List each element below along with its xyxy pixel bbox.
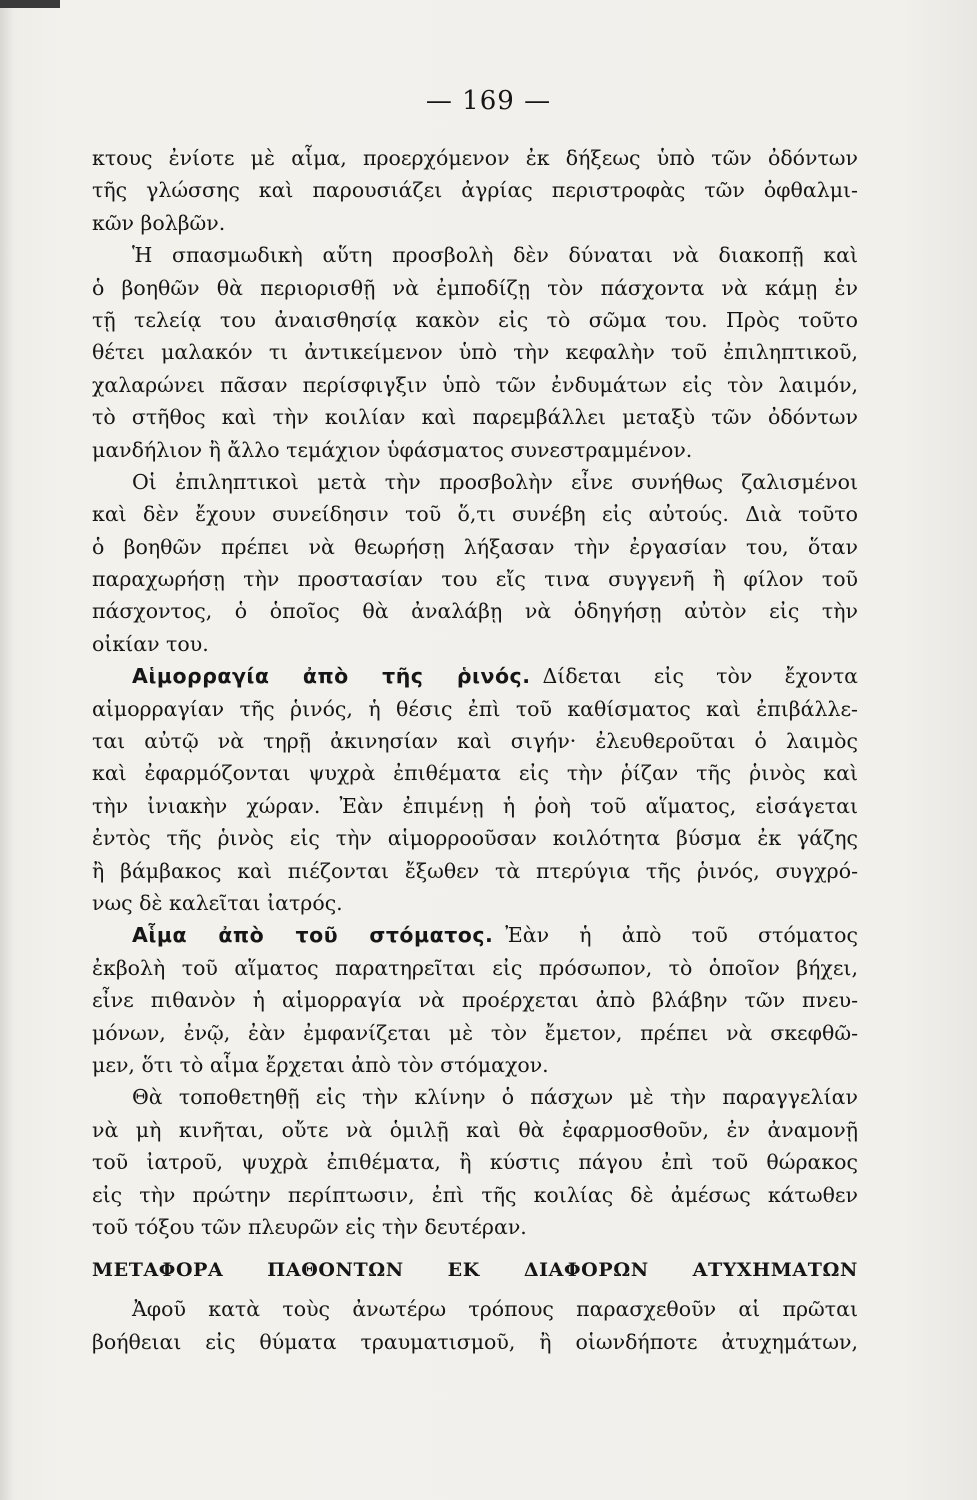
text-line: εἶνε πιθανὸν ἡ αἱμορραγία νὰ προέρχεται ἀπὸ βλάβην τῶν πνευ-: [92, 988, 858, 1013]
text-line: ὁ βοηθῶν θὰ περιορισθῇ νὰ ἐμποδίζῃ τὸν πάσχοντα νὰ κάμῃ ἐν: [92, 275, 858, 300]
text-line: μόνων, ἐνῷ, ἐὰν ἐμφανίζεται μὲ τὸν ἔμετον, πρέπει νὰ σκεφθῶ-: [92, 1020, 858, 1045]
text-line: εἰς τὴν πρώτην περίπτωσιν, ἐπὶ τῆς κοιλίας δὲ ἀμέσως κάτωθεν: [92, 1182, 858, 1207]
section-first-line: [92, 919, 858, 951]
text-line: τὴν ἰνιακὴν χώραν. Ἐὰν ἐπιμένῃ ἡ ῥοὴ τοῦ αἵματος, εἰσάγεται: [92, 793, 858, 818]
text-line: ἐκβολὴ τοῦ αἵματος παρατηρεῖται εἰς πρόσωπον, τὸ ὁποῖον βήχει,: [92, 955, 858, 980]
text-line: τὸ στῆθος καὶ τὴν κοιλίαν καὶ παρεμβάλλει μεταξὺ τῶν ὀδόντων: [92, 405, 858, 430]
text-line: μεν, ὅτι τὸ αἷμα ἔρχεται ἀπὸ τὸν στόμαχον.: [92, 1052, 549, 1077]
text-line: παραχωρήσῃ τὴν προστασίαν του εἴς τινα συγγενῆ ἢ φίλον τοῦ: [92, 567, 858, 592]
section-heading-mouth-blood: Αἷμα ἀπὸ τοῦ στόματος.: [132, 923, 494, 948]
text-run: Ἐὰν ἡ ἀπὸ τοῦ στόματος: [505, 923, 858, 948]
section-heading-nosebleed: Αἱμορραγία ἀπὸ τῆς ῥινός.: [132, 664, 531, 689]
text-run: Δίδεται εἰς τὸν ἔχοντα: [542, 664, 858, 689]
text-line: κτους ἐνίοτε μὲ αἷμα, προερχόμενον ἐκ δήξεως ὑπὸ τῶν ὀδόντων: [92, 146, 858, 170]
page-number: — 169 —: [425, 86, 552, 116]
text-line: ἢ βάμβακος καὶ πιέζονται ἔξωθεν τὰ πτερύγια τῆς ῥινός, συγχρό-: [92, 858, 858, 883]
text-line: νὰ μὴ κινῆται, οὔτε νὰ ὁμιλῇ καὶ θὰ ἐφαρμοσθοῦν, ἐν ἀναμονῇ: [92, 1117, 858, 1142]
section-first-line: [92, 660, 858, 692]
text-line: Θὰ τοποθετηθῇ εἰς τὴν κλίνην ὁ πάσχων μὲ τὴν παραγγελίαν: [132, 1085, 858, 1110]
text-line: θέτει μαλακόν τι ἀντικείμενον ὑπὸ τὴν κεφαλὴν τοῦ ἐπιληπτικοῦ,: [92, 340, 858, 365]
text-line: Οἱ ἐπιληπτικοὶ μετὰ τὴν προσβολὴν εἶνε συνήθως ζαλισμένοι: [132, 469, 858, 494]
text-line: ὁ βοηθῶν πρέπει νὰ θεωρήσῃ λήξασαν τὴν ἐργασίαν του, ὅταν: [92, 534, 858, 559]
text-line: καὶ δὲν ἔχουν συνείδησιν τοῦ ὅ,τι συνέβη εἰς αὐτούς. Διὰ τοῦτο: [92, 502, 858, 527]
body-text: [92, 142, 858, 1358]
text-line: τῆς γλώσσης καὶ παρουσιάζει ἀγρίας περιστροφὰς τῶν ὀφθαλμι-: [92, 178, 858, 203]
text-line: καὶ ἐφαρμόζονται ψυχρὰ ἐπιθέματα εἰς τὴν ῥίζαν τῆς ῥινὸς καὶ: [92, 761, 858, 786]
text-line: βοήθειαι εἰς θύματα τραυματισμοῦ, ἢ οἱωνδήποτε ἀτυχημάτων,: [92, 1329, 858, 1354]
text-line: αἱμορραγίαν τῆς ῥινός, ἡ θέσις ἐπὶ τοῦ καθίσματος καὶ ἐπιβάλλε-: [92, 696, 858, 721]
text-line: Ἀφοῦ κατὰ τοὺς ἀνωτέρω τρόπους παρασχεθοῦν αἱ πρῶται: [132, 1297, 858, 1322]
text-line: οἰκίαν του.: [92, 631, 209, 656]
text-line: κῶν βολβῶν.: [92, 210, 226, 235]
text-line: ται αὐτῷ νὰ τηρῇ ἀκινησίαν καὶ σιγήν· ἐλευθεροῦται ὁ λαιμὸς: [92, 729, 858, 754]
text-line: ἐντὸς τῆς ῥινὸς εἰς τὴν αἱμορροοῦσαν κοιλότητα βύσμα ἐκ γάζης: [92, 826, 858, 851]
text-line: μανδήλιον ἢ ἄλλο τεμάχιον ὑφάσματος συνεστραμμένον.: [92, 437, 693, 462]
text-line: νως δὲ καλεῖται ἰατρός.: [92, 890, 343, 915]
section-heading-transport: ΜΕΤΑΦΟΡΑ ΠΑΘΟΝΤΩΝ ΕΚ ΔΙΑΦΟΡΩΝ ΑΤΥΧΗΜΑΤΩΝ: [92, 1259, 858, 1282]
text-line: τῇ τελείᾳ του ἀναισθησίᾳ κακὸν εἰς τὸ σῶμα του. Πρὸς τοῦτο: [92, 307, 858, 332]
text-line: τοῦ τόξου τῶν πλευρῶν εἰς τὴν δευτέραν.: [92, 1214, 527, 1239]
text-line: Ἡ σπασμωδικὴ αὕτη προσβολὴ δὲν δύναται νὰ διακοπῇ καὶ: [132, 243, 858, 268]
text-line: πάσχοντος, ὁ ὁποῖος θὰ ἀναλάβῃ νὰ ὁδηγήσῃ αὐτὸν εἰς τὴν: [92, 599, 858, 624]
text-line: τοῦ ἰατροῦ, ψυχρὰ ἐπιθέματα, ἢ κύστις πάγου ἐπὶ τοῦ θώρακος: [92, 1150, 858, 1175]
text-line: χαλαρώνει πᾶσαν περίσφιγξιν ὑπὸ τῶν ἐνδυμάτων εἰς τὸν λαιμόν,: [92, 372, 858, 397]
scan-edge-mark: [0, 0, 60, 8]
